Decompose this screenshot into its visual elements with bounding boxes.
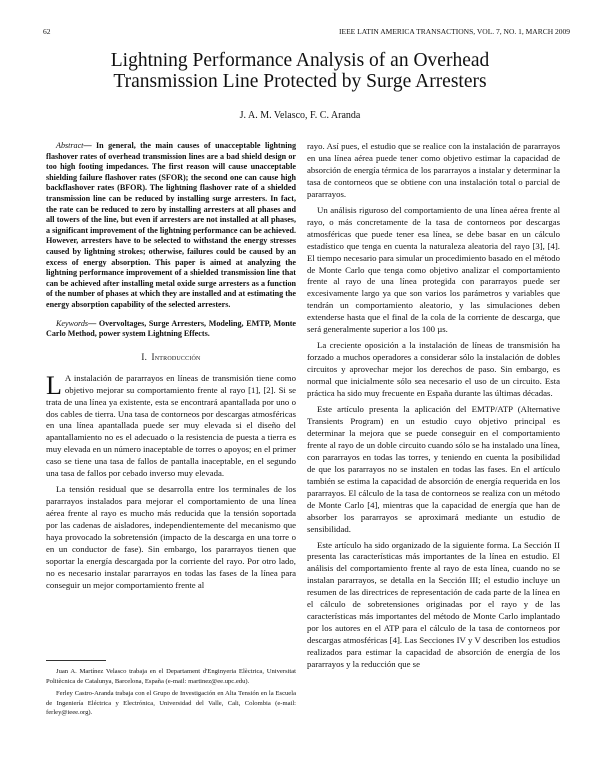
body-paragraph-2: Un análisis riguroso del comportamiento de una línea aérea frente al rayo, o más concretamente de la tasa de contorneos por descargas atmosféricas que puede tener esa línea, se debe basar en un cálculo estadístico que tenga en cuenta la naturaleza aleatoria del rayo [3], [4]. El tiempo necesario para simular un procedimiento basado en el método de Monte Carlo que tenga como objetivo analizar el comportamiento frente al rayo de una línea protegida con pararrayos puede ser excesivamente largo ya que son varios los parámetros y variables que tendrán un comportamiento aleatorio, y las simulaciones deben extenderse hasta que el final de la cola de la corriente de descarga, que será generalmente superior a los 100 µs. [307,204,560,335]
section-title: Introducción [151,351,201,362]
abstract-text: — In general, the main causes of unacceptable lightning flashover rates of overhead transmission lines are a bad shield design or too high footing impedances. The first reason will cause unacceptable shielding failure flashover rates (SFOR); the second one can cause high backflashover rates (BFOR). The lightning flashover rate of a shielded transmission line can be reduced by installing surge arresters. In fact, the rate can be reduced to zero by installing arresters at all phases and all towers of the line, but even if arresters are not installed at all phases, a significant improvement of the lightning performance can be achieved. However, arresters have to be selected to withstand the energy stresses caused by lightning strokes; otherwise, failures could be caused by an excess of energy absorption. This paper is aimed at analyzing the lightning performance improvement of a shielded transmission line that can be achieved after installing metal oxide surge arresters as a function of the number of phases at which they are installed and at estimating the energy absorption capability of the selected arresters. [46,141,296,309]
running-header [0,27,600,39]
intro-paragraph-1 [46,370,296,481]
body-paragraph-3: La creciente oposición a la instalación de líneas de transmisión ha forzado a muchos operadores a considerar sólo la instalación de dobles circuitos y aprovechar mejor los derechos de paso. Sin embargo, es normal que inicialmente sólo sea necesario el uso de un circuito. Esta práctica ha sido muy frecuente en España durante las últimas décadas. [307,340,560,399]
right-column [307,141,560,671]
body-paragraph-5: Este artículo ha sido organizado de la siguiente forma. La Sección II presenta las características más importantes de la línea en estudio. El análisis del comportamiento frente al rayo de esta línea, cuando no se instalan pararrayos, se detalla en la Sección III; el estudio incluye un resumen de las directrices de representación de cada parte de la línea en el cálculo de sobretensiones originadas por el rayo y de las características más importantes del método de Monte Carlo implantado por los autores en el ATP para el cálculo de la tasa de contorneos por descargas atmosféricas [4]. Las Secciones IV y V describen los estudios realizados para estimar la capacidad de absorción de energía de los pararrayos y la reducción que se [307,539,560,670]
footnote-1: Juan A. Martínez Velasco trabaja en el Departament d'Enginyeria Elèctrica, Universitat Politècnica de Catalunya, Barcelona, España (e-mail: martinez@ee.upc.edu). [46,668,296,685]
paper-title [30,50,570,92]
footnote-rule [46,660,106,661]
body-paragraph-4: Este artículo presenta la aplicación del EMTP/ATP (Alternative Transients Program) en un estudio cuyo objetivo principal es determinar la mejora que se puede conseguir en el comportamiento frente al rayo de un doble circuito cuando sólo se ha instalado una línea, con pararrayos en todas las torres, y teniendo en cuenta la posibilidad de que los pararrayos no se instalen en todas las fases. En el artículo también se estima la capacidad de absorción de energía requerida en los pararrayos. El cálculo de la tasa de contorneos se realiza con un método de Monte Carlo [4], mientras que la capacidad de energía que han de absorber los pararrayos se aproximará mediante un estudio de sensibilidad. [307,404,560,534]
left-column [46,141,296,592]
footnotes [46,667,296,718]
keywords [46,319,296,340]
abstract [46,141,296,311]
section-heading [46,352,296,364]
journal-citation: IEEE LATIN AMERICA TRANSACTIONS, VOL. 7, NO. 1, MARCH 2009 [339,27,570,36]
section-number: I. [141,351,148,362]
title-line-2: Transmission Line Protected by Surge Arresters [113,71,487,92]
body-paragraph-1: rayo. Así pues, el estudio que se realice con la instalación de pararrayos en una línea aérea puede tener como objetivo estimar la capacidad de absorción de energía térmica de los pararrayos a instalar y determinar la tasa de contorneos que se obtiene con una instalación total o parcial de pararrayos. [307,141,560,199]
page-number: 62 [43,27,51,36]
drop-cap: L [46,370,62,400]
authors: J. A. M. Velasco, F. C. Aranda [239,110,361,121]
keywords-label: Keywords [56,318,89,328]
intro-paragraph-2: La tensión residual que se desarrolla entre los terminales de los pararrayos instalados para mejorar el comportamiento de una línea aérea frente al rayo es mucho más reducida que la tensión soportada por las cadenas de aisladores, independientemente del mecanismo que haya provocado la sobretensión (impacto de la descarga en una torre o en un conductor de fase). Sin embargo, los pararrayos tienen que soportar la energía descargada por la corriente del rayo. Por otro lado, no es necesario instalar pararrayos en todas las fases de la línea para conseguir un mejor comportamiento frente al [46,484,296,590]
footnote-2: Ferley Castro-Aranda trabaja con el Grupo de Investigación en Alta Tensión en la Escuela de Ingeniería Eléctrica y Electrónica, Universidad del Valle, Cali, Colombia (e-mail: ferley@ieee.org). [46,690,296,717]
intro-paragraph-1-text: A instalación de pararrayos en líneas de transmisión tiene como objetivo mejorar su comportamiento frente al rayo [1], [2]. Si se trata de una línea ya existente, esta se encontrará apantallada por uno o dos cables de tierra. Una tasa de contorneos por descargas atmosféricas en una línea apantallada puede ser muy elevada si el diseño del apantallamiento no es el adecuado o la resistencia de puesta a tierra es muy elevada en un número inaceptable de torres o apoyos; en el primer caso se tiene una tasa de fallos de pantalla inaceptable, en el segundo una tasa de fallos por cebado inverso muy elevada. [46,372,296,479]
title-line-1: Lightning Performance Analysis of an Overhead [110,50,490,71]
abstract-label: Abstract [56,141,84,150]
keywords-text: — Overvoltages, Surge Arresters, Modeling, EMTP, Monte Carlo Method, power system Lightning Effects. [46,318,296,339]
